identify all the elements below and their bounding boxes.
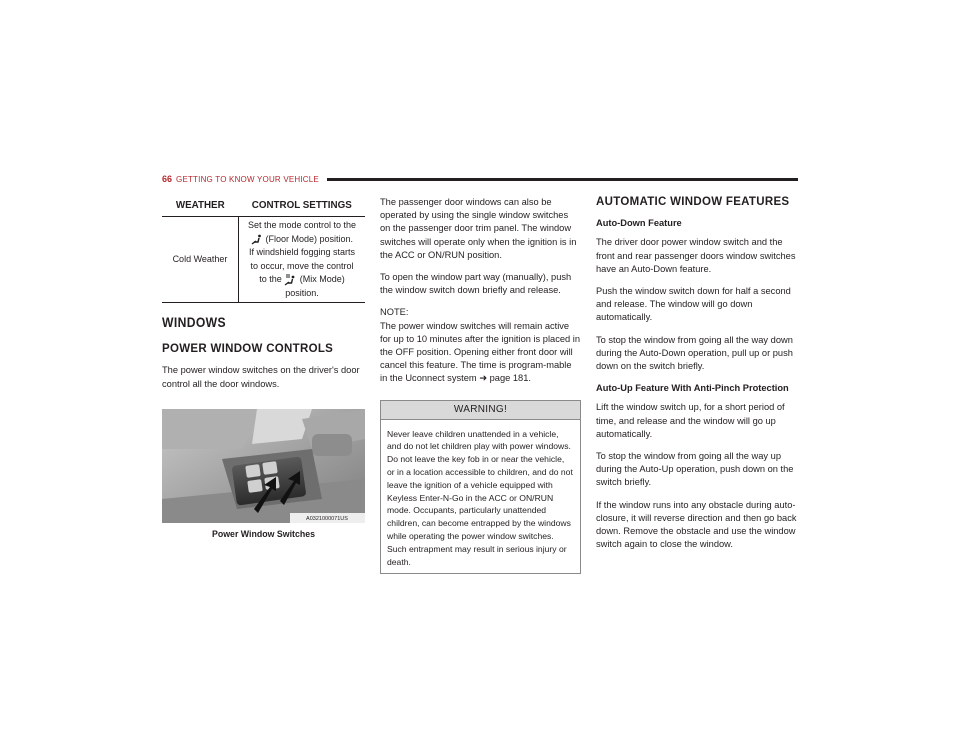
column-right <box>596 196 799 560</box>
auto-down-title: Auto-Down Feature <box>596 218 682 229</box>
figure-code: A0321000071US <box>306 515 348 522</box>
floor-mode-icon <box>251 234 263 245</box>
warning-text: Never leave children unattended in a vehicle, and do not let children play with power windows. Do not leave the key fob in or near the vehicle, or in a location accessible to children, and do not leave the ignition of a vehicle equipped with Keyless Enter-N-Go in the ACC or ON/RUN mode. Occupants, particularly unattended children, can become entrapped by the windows while operating the power window switches. Such entrapment may result in serious injury or death. <box>387 428 573 567</box>
settings-line-1: Set the mode control to the <box>247 220 357 230</box>
power-window-controls-heading: POWER WINDOW CONTROLS <box>162 343 334 356</box>
settings-line-4: to occur, move the control <box>250 260 354 271</box>
note-page-ref: page 181. <box>489 373 531 384</box>
header-rule <box>327 178 798 181</box>
settings-line-2: (Floor Mode) position. <box>265 233 354 244</box>
power-window-switches-figure <box>162 409 365 523</box>
settings-line-6: position. <box>285 287 319 298</box>
figure-caption: Power Window Switches <box>211 528 316 539</box>
manual-open-paragraph: To open the window part way (manually), push the window switch down briefly and release. <box>380 272 572 296</box>
power-window-intro: The power window switches on the driver's door control all the door windows. <box>162 365 360 389</box>
note-text: The power window switches will remain active for up to 10 minutes after the ignition is placed in the OFF position. Opening either front door will cancel this feature. The time is program-mable in the Uconnect system <box>380 320 581 384</box>
section-title: GETTING TO KNOW YOUR VEHICLE <box>176 174 319 184</box>
note-label: NOTE: <box>380 307 409 318</box>
table-header-settings: CONTROL SETTINGS <box>239 196 366 217</box>
page-header <box>162 172 798 186</box>
climate-settings-table <box>162 196 365 303</box>
auto-down-paragraph-1: The driver door power window switch and the front and rear passenger doors window switches have an Auto-Down feature. <box>596 237 796 274</box>
auto-down-paragraph-2: Push the window switch down for half a second and release. The window will go down automatically. <box>596 286 791 323</box>
auto-up-title: Auto-Up Feature With Anti-Pinch Protection <box>596 383 789 394</box>
table-header-weather: WEATHER <box>162 196 239 217</box>
mix-mode-icon <box>284 274 297 286</box>
column-left <box>162 196 365 541</box>
page-ref-arrow-icon: ➜ <box>479 373 488 384</box>
table-cell-settings <box>239 217 366 303</box>
auto-up-paragraph-1: Lift the window switch up, for a short period of time, and release and the window will go up automatically. <box>596 402 785 439</box>
note-paragraph <box>380 320 580 386</box>
table-cell-weather: Cold Weather <box>162 217 239 303</box>
auto-up-paragraph-2: To stop the window from going all the way up during the Auto-Up operation, push down on the switch briefly. <box>596 451 794 488</box>
door-panel-illustration <box>162 409 365 523</box>
settings-line-5b: (Mix Mode) <box>299 274 345 284</box>
warning-title: WARNING! <box>381 401 580 420</box>
automatic-window-features-heading: AUTOMATIC WINDOW FEATURES <box>596 196 790 208</box>
windows-heading: WINDOWS <box>162 315 226 330</box>
auto-down-paragraph-3: To stop the window from going all the way down during the Auto-Down operation, pull up or push down on the switch briefly. <box>596 334 793 372</box>
settings-line-3: If windshield fogging starts <box>248 247 356 257</box>
page-number: 66 <box>162 174 173 184</box>
passenger-windows-paragraph: The passenger door windows can also be operated by using the single window switches on the passenger door trim panel. The window switches will operate only when the ignition is in the ACC or ON/RUN position. <box>380 197 577 260</box>
auto-up-paragraph-3: If the window runs into any obstacle during auto-closure, it will reverse direction and then go back down. Remove the obstacle and use the window switch again to close the window. <box>596 499 797 550</box>
column-middle <box>380 196 580 574</box>
settings-line-5a: to the <box>259 274 282 284</box>
warning-box <box>380 400 581 575</box>
